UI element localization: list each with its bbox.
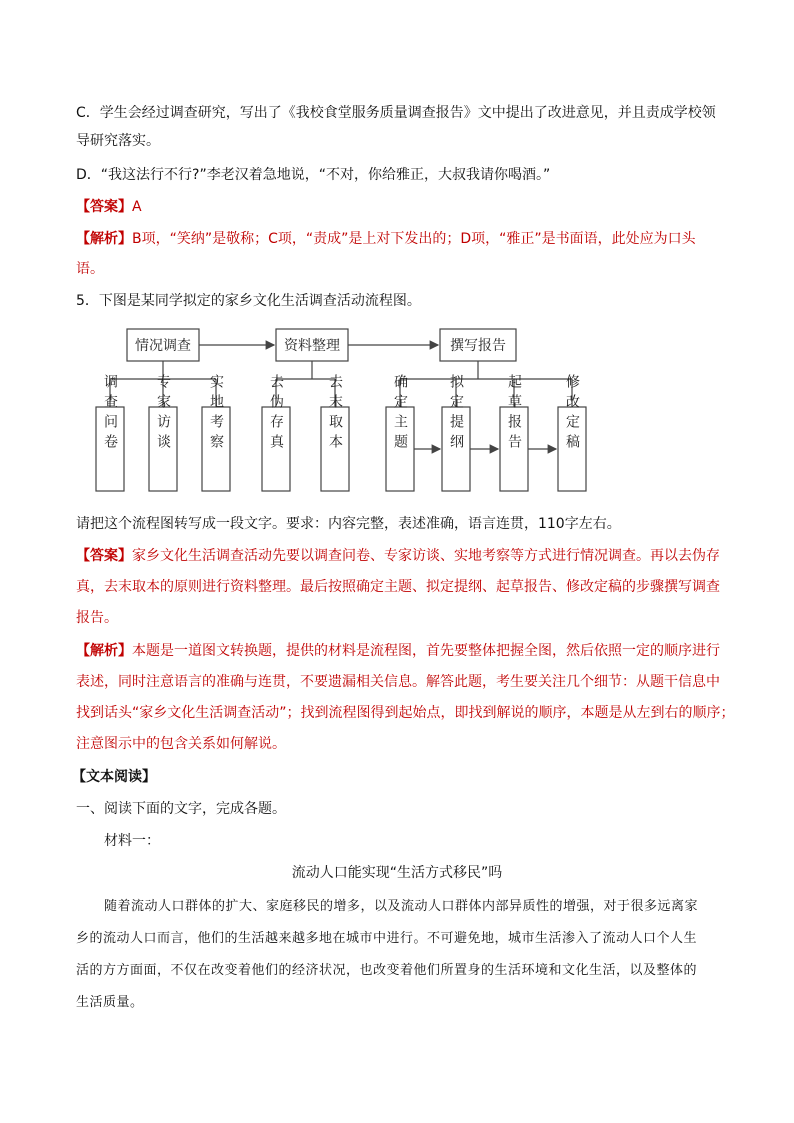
article-para-line3: 活的方方面面，不仅在改变着他们的经济状况，也改变着他们所置身的生活环境和文化生活，以及整体的 — [76, 963, 698, 978]
article-para-line4: 生活质量。 — [76, 995, 144, 1010]
prev-analysis-line2: 语。 — [76, 261, 104, 277]
article-para-line2: 乡的流动人口而言，他们的生活越来越多地在城市中进行。不可避免地，城市生活渗入了流动人口个人生 — [76, 931, 698, 946]
label-sorting: 资料整理 — [284, 338, 340, 354]
article-para-line1: 随着流动人口群体的扩大、家庭移民的增多，以及流动人口群体内部异质性的增强，对于很多远离家 — [104, 899, 699, 914]
label-topic: 确定主题 — [392, 374, 408, 454]
label-take-root: 去末取本 — [327, 374, 343, 454]
label-field-study: 实地考察 — [208, 374, 224, 454]
section-title: 【文本阅读】 — [72, 769, 156, 785]
label-survey: 情况调查 — [135, 338, 191, 354]
q5-analysis-line1 — [76, 641, 720, 661]
prev-answer — [76, 197, 142, 217]
analysis-text: B项，“笑纳”是敬称；C项，“责成”是上对下发出的；D项，“雅正”是书面语，此处应为口头 — [132, 231, 696, 247]
q5-analysis-text: 本题是一道图文转换题，提供的材料是流程图，首先要整体把握全图，然后依照一定的顺序进行 — [132, 643, 720, 659]
label-draft: 起草报告 — [506, 374, 522, 454]
label-questionnaire: 调查问卷 — [102, 374, 118, 454]
flowchart — [0, 318, 794, 498]
answer-tag: 【答案】 — [76, 199, 132, 215]
material-label: 材料一： — [104, 833, 160, 849]
q5-requirement: 请把这个流程图转写成一段文字。要求：内容完整，表述准确，语言连贯，110字左右。 — [76, 516, 621, 532]
option-d: D．“我这法行不行?”李老汉着急地说，“不对，你给雅正，大叔我请你喝酒。” — [76, 167, 551, 183]
q5-answer-line1 — [76, 546, 720, 566]
label-finalize: 修改定稿 — [564, 374, 580, 454]
answer-value: A — [132, 199, 142, 215]
label-outline: 拟定提纲 — [448, 374, 464, 454]
q5-analysis-line2: 表述，同时注意语言的准确与连贯，不要遗漏相关信息。解答此题，考生要关注几个细节：从题干信息中 — [76, 674, 720, 690]
label-remove-false: 去伪存真 — [268, 374, 284, 454]
label-report: 撰写报告 — [450, 338, 506, 354]
q5-analysis-line4: 注意图示中的包含关系如何解说。 — [76, 736, 286, 752]
q5-analysis-line3: 找到话头“家乡文化生活调查活动”；找到流程图得到起始点，即找到解说的顺序，本题是从左到右的顺序； — [76, 705, 735, 721]
analysis-tag: 【解析】 — [76, 231, 132, 247]
reading-instruction: 一、阅读下面的文字，完成各题。 — [76, 801, 286, 817]
q5-answer-text: 家乡文化生活调查活动先要以调查问卷、专家访谈、实地考察等方式进行情况调查。再以去伪存 — [132, 548, 720, 564]
q5-answer-line2: 真，去末取本的原则进行资料整理。最后按照确定主题、拟定提纲、起草报告、修改定稿的步骤撰写调查 — [76, 579, 720, 595]
article-title: 流动人口能实现“生活方式移民”吗 — [291, 865, 503, 881]
option-c-line1: C．学生会经过调查研究，写出了《我校食堂服务质量调查报告》文中提出了改进意见，并且责成学校领 — [76, 105, 716, 121]
label-expert-interview: 专家访谈 — [155, 374, 171, 454]
q5-answer-line3: 报告。 — [76, 610, 118, 626]
option-c-line2: 导研究落实。 — [76, 133, 160, 149]
q5-analysis-tag: 【解析】 — [76, 643, 132, 659]
q5-answer-tag: 【答案】 — [76, 548, 132, 564]
q5-stem: 5．下图是某同学拟定的家乡文化生活调查活动流程图。 — [76, 293, 421, 309]
prev-analysis-line1 — [76, 229, 696, 249]
